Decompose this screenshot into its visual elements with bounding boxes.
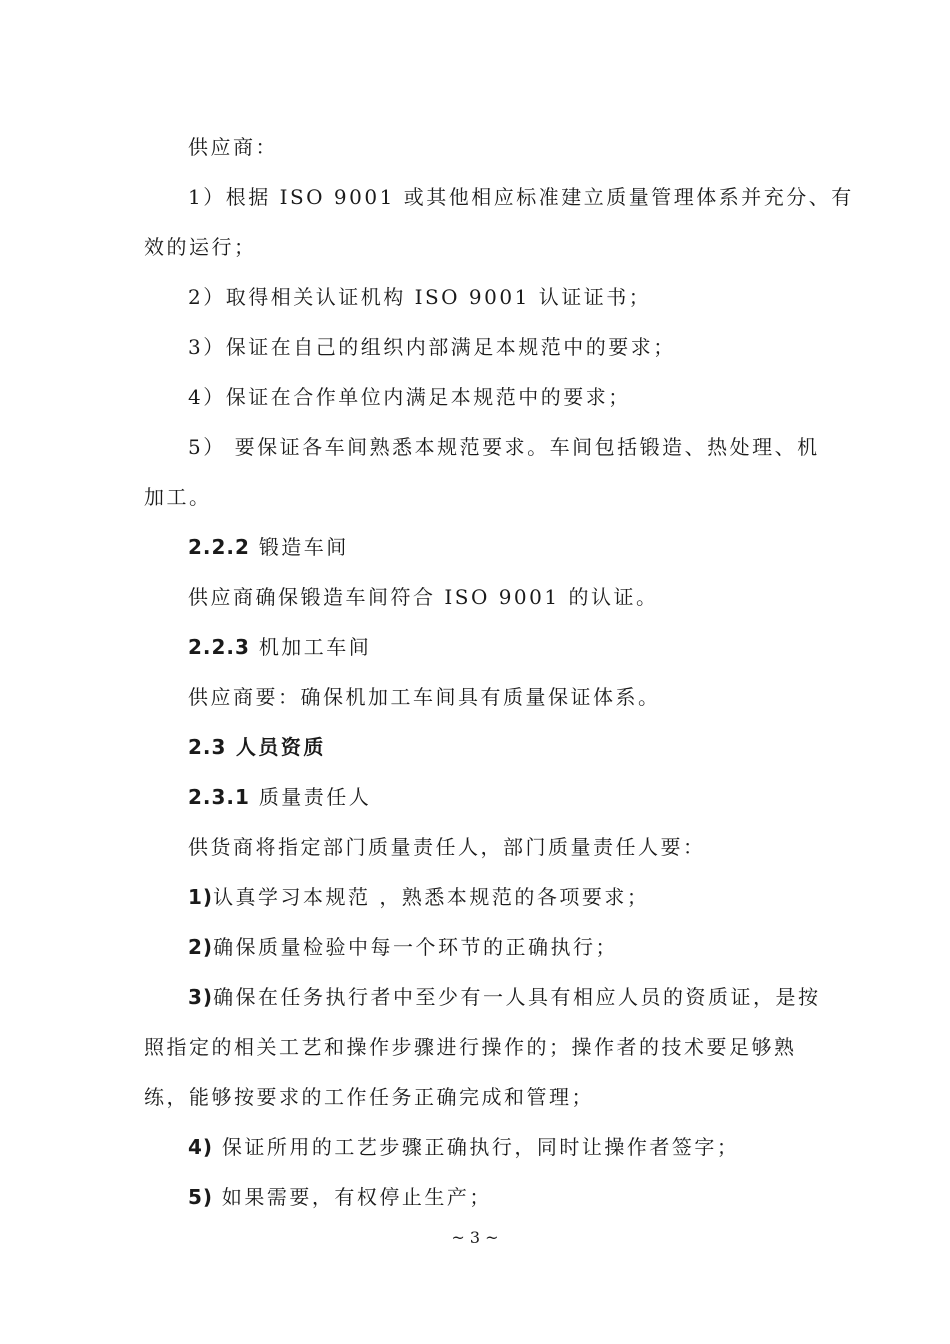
list-item-1-line-1: 1）根据 ISO 9001 或其他相应标准建立质量管理体系并充分、有 <box>188 185 854 209</box>
section-number: 2.2.2 <box>188 535 250 559</box>
duty-item-4 <box>144 1122 808 1172</box>
list-item-3: 3）保证在自己的组织内部满足本规范中的要求； <box>188 335 676 359</box>
section-heading-2-3 <box>144 722 808 772</box>
list-item-1-line-2: 效的运行； <box>144 235 257 259</box>
section-heading-2-3-1 <box>144 772 808 822</box>
paragraph-machining: 供应商要：确保机加工车间具有质量保证体系。 <box>188 685 661 709</box>
duty-number: 5) <box>188 1185 214 1209</box>
list-item-5-line-1: 5） 要保证各车间熟悉本规范要求。车间包括锻造、热处理、机 <box>188 435 820 459</box>
duty-number: 1) <box>188 885 214 909</box>
duty-text: 认真学习本规范 ，熟悉本规范的各项要求； <box>213 885 650 909</box>
list-item-5-line-2: 加工。 <box>144 485 212 509</box>
document-body <box>144 122 854 1222</box>
section-number: 2.3 <box>188 735 227 759</box>
duty-item-3-line-2: 照指定的相关工艺和操作步骤进行操作的；操作者的技术要足够熟 <box>144 1035 797 1059</box>
section-number: 2.3.1 <box>188 785 250 809</box>
paragraph-responsible-person: 供货商将指定部门质量责任人，部门质量责任人要： <box>188 835 706 859</box>
section-heading-2-2-2 <box>144 522 808 572</box>
section-title: 机加工车间 <box>258 635 372 659</box>
duty-item-5 <box>144 1172 808 1222</box>
paragraph-supplier-intro: 供应商： <box>188 135 278 159</box>
paragraph-forging: 供应商确保锻造车间符合 ISO 9001 的认证。 <box>188 585 659 609</box>
duty-text: 确保质量检验中每一个环节的正确执行； <box>213 935 619 959</box>
list-item-2: 2）取得相关认证机构 ISO 9001 认证证书； <box>188 285 652 309</box>
duty-number: 2) <box>188 935 214 959</box>
duty-item-3-line-1 <box>144 972 821 1022</box>
section-title: 人员资质 <box>235 735 326 759</box>
list-item-4: 4）保证在合作单位内满足本规范中的要求； <box>188 385 631 409</box>
duty-item-2 <box>144 922 808 972</box>
section-number: 2.2.3 <box>188 635 250 659</box>
duty-text: 保证所用的工艺步骤正确执行，同时让操作者签字； <box>221 1135 740 1159</box>
section-heading-2-2-3 <box>144 622 808 672</box>
section-title: 锻造车间 <box>258 535 349 559</box>
duty-text: 确保在任务执行者中至少有一人具有相应人员的资质证，是按 <box>213 985 821 1009</box>
page-number: ~ 3 ~ <box>451 1228 499 1247</box>
duty-text: 如果需要，有权停止生产； <box>221 1185 492 1209</box>
duty-item-1 <box>144 872 808 922</box>
section-title: 质量责任人 <box>258 785 372 809</box>
duty-item-3-line-3: 练，能够按要求的工作任务正确完成和管理； <box>144 1085 594 1109</box>
duty-number: 3) <box>188 985 214 1009</box>
duty-number: 4) <box>188 1135 214 1159</box>
